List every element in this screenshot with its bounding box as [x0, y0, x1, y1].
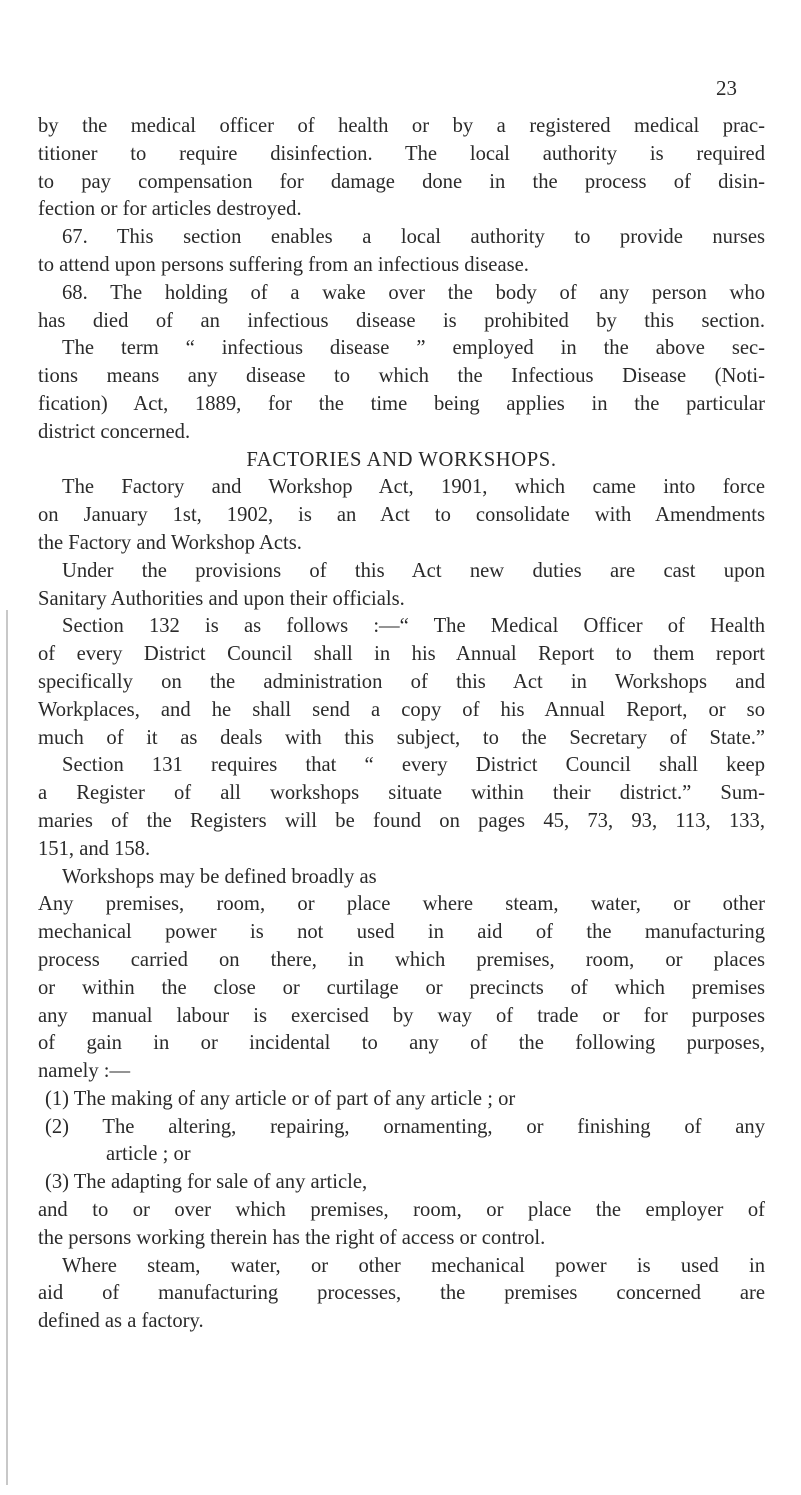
text-line: of gain in or incidental to any of the following purposes,: [38, 1032, 765, 1055]
text-line: (1) The making of any article or of part of any article ; or: [45, 1087, 516, 1110]
text-line: a Register of all workshops situate within their district.” Sum-: [38, 782, 765, 805]
text-line: 68. The holding of a wake over the body of any person who: [62, 281, 765, 304]
text-line: mechanical power is not used in aid of the manufacturing: [38, 921, 765, 944]
page-number: 23: [716, 76, 737, 100]
text-line: namely :—: [38, 1060, 131, 1083]
text-line: (3) The adapting for sale of any article,: [45, 1171, 368, 1194]
text-line: to pay compensation for damage done in the process of disin-: [38, 170, 765, 193]
section-heading: FACTORIES AND WORKSHOPS.: [246, 448, 557, 471]
text-line: of every District Council shall in his Annual Report to them report: [38, 643, 765, 666]
text-line: Where steam, water, or other mechanical power is used in: [62, 1254, 765, 1277]
text-line: Any premises, room, or place where steam, water, or other: [38, 893, 765, 916]
text-line: (2) The altering, repairing, ornamenting, or finishing of any: [45, 1115, 765, 1138]
text-line: Under the provisions of this Act new duties are cast upon: [62, 559, 765, 582]
text-line: or within the close or curtilage or precincts of which premises: [38, 976, 765, 999]
text-line: titioner to require disinfection. The local authority is required: [38, 142, 765, 165]
text-line: tions means any disease to which the Infectious Disease (Noti-: [38, 365, 765, 388]
text-line: The term “ infectious disease ” employed in the above sec-: [62, 337, 765, 360]
text-line: the persons working therein has the right of access or control.: [38, 1226, 546, 1249]
text-line: on January 1st, 1902, is an Act to consolidate with Amendments: [38, 504, 765, 527]
text-line: article ; or: [106, 1143, 191, 1166]
text-line: fication) Act, 1889, for the time being applies in the particular: [38, 392, 765, 415]
text-line: 67. This section enables a local authority to provide nurses: [62, 226, 765, 249]
text-line: much of it as deals with this subject, to the Secretary of State.”: [38, 726, 765, 749]
text-line: aid of manufacturing processes, the premises concerned are: [38, 1282, 765, 1305]
text-line: and to or over which premises, room, or place the employer of: [38, 1199, 765, 1222]
text-line: 151, and 158.: [38, 837, 151, 860]
text-line: has died of an infectious disease is prohibited by this section.: [38, 309, 765, 332]
body-text: [38, 113, 765, 1336]
text-line: Workplaces, and he shall send a copy of his Annual Report, or so: [38, 698, 765, 721]
text-line: fection or for articles destroyed.: [38, 198, 302, 221]
text-line: any manual labour is exercised by way of trade or for purposes: [38, 1004, 765, 1027]
text-line: process carried on there, in which premises, room, or places: [38, 948, 765, 971]
margin-scan-line: [6, 610, 8, 1485]
text-line: to attend upon persons suffering from an infectious disease.: [38, 253, 529, 276]
text-line: the Factory and Workshop Acts.: [38, 531, 302, 554]
text-line: The Factory and Workshop Act, 1901, which came into force: [62, 476, 765, 499]
text-line: specifically on the administration of this Act in Workshops and: [38, 670, 765, 693]
text-line: by the medical officer of health or by a registered medical prac-: [38, 115, 765, 137]
text-line: Section 131 requires that “ every District Council shall keep: [62, 754, 765, 777]
text-line: Workshops may be defined broadly as: [62, 865, 377, 888]
text-line: Sanitary Authorities and upon their officials.: [38, 587, 405, 610]
text-line: defined as a factory.: [38, 1310, 204, 1333]
text-line: maries of the Registers will be found on pages 45, 73, 93, 113, 133,: [38, 809, 765, 832]
text-line: Section 132 is as follows :—“ The Medical Officer of Health: [62, 615, 765, 638]
text-line: district concerned.: [38, 420, 191, 443]
